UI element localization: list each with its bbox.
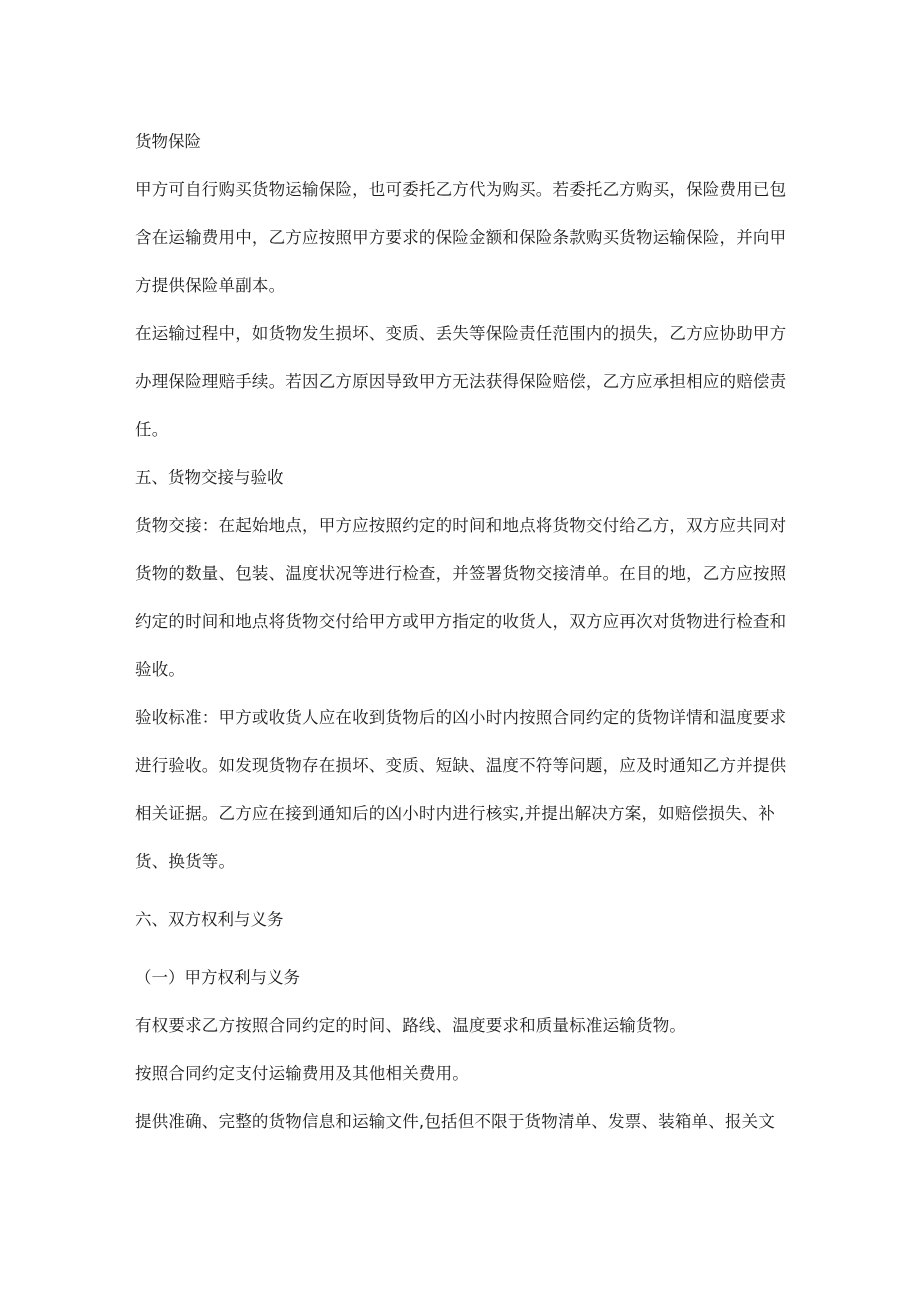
subsection-heading-party-a: （一）甲方权利与义务 — [135, 968, 300, 987]
section-heading-cargo-insurance: 货物保险 — [135, 132, 201, 151]
paragraph-insurance-claims: 在运输过程中，如货物发生损坏、变质、丢失等保险责任范围内的损失，乙方应协助甲方办理保险理赔手续。若因乙方原因导致甲方无法获得保险赔偿，乙方应承担相应的赔偿责任。 — [135, 324, 787, 439]
document-body — [135, 118, 800, 1146]
section-heading-delivery-acceptance: 五、货物交接与验收 — [135, 468, 284, 487]
paragraph-party-a-right-transport: 有权要求乙方按照合同约定的时间、路线、温度要求和质量标准运输货物。 — [135, 1016, 687, 1035]
paragraph-party-a-payment: 按照合同约定支付运输费用及其他相关费用。 — [135, 1064, 469, 1083]
paragraph-party-a-documents: 提供准确、完整的货物信息和运输文件,包括但不限于货物清单、发票、装箱单、报关文 — [135, 1112, 776, 1131]
paragraph-cargo-handover: 货物交接：在起始地点，甲方应按照约定的时间和地点将货物交付给乙方，双方应共同对货物的数量、包装、温度状况等进行检查，并签署货物交接清单。在目的地，乙方应按照约定的时间和地点将货物交付给甲方或甲方指定的收货人，双方应再次对货物进行检查和验收。 — [135, 516, 787, 679]
paragraph-acceptance-standard: 验收标准：甲方或收货人应在收到货物后的凶小时内按照合同约定的货物详情和温度要求进行验收。如发现货物存在损坏、变质、短缺、温度不符等问题，应及时通知乙方并提供相关证据。乙方应在接到通知后的凶小时内进行核实,并提出解决方案，如赔偿损失、补货、换货等。 — [135, 708, 787, 871]
section-heading-rights-obligations: 六、双方权利与义务 — [135, 910, 284, 929]
paragraph-insurance-purchase: 甲方可自行购买货物运输保险，也可委托乙方代为购买。若委托乙方购买，保险费用已包含在运输费用中，乙方应按照甲方要求的保险金额和保险条款购买货物运输保险，并向甲方提供保险单副本。 — [135, 180, 787, 295]
